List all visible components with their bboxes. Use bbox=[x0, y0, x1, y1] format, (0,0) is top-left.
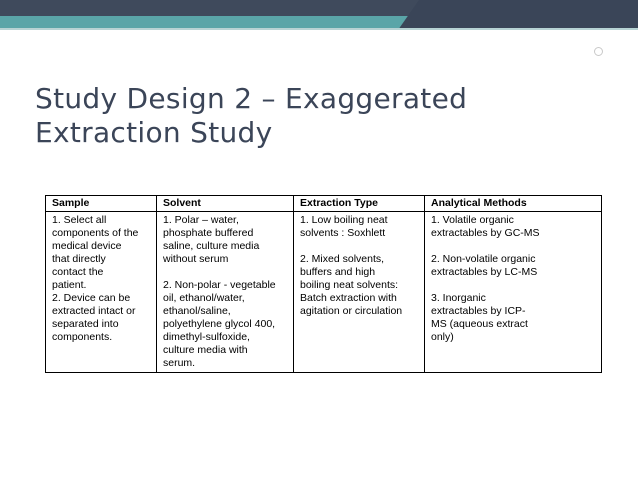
cell-text: agitation or circulation bbox=[300, 305, 403, 317]
slide-title-line: Extraction Study bbox=[35, 116, 273, 149]
header-sample: Sample bbox=[46, 196, 157, 212]
table-row bbox=[46, 212, 602, 373]
study-design-table bbox=[45, 195, 602, 373]
cell-text: patient. bbox=[52, 279, 87, 291]
cell-text: oil, ethanol/water, bbox=[163, 292, 245, 304]
cell-text: dimethyl-sulfoxide, bbox=[163, 331, 250, 343]
cell-text: 1. Low boiling neat bbox=[300, 214, 388, 226]
cell-text: ethanol/saline, bbox=[163, 305, 231, 317]
header-band-accent bbox=[398, 0, 638, 30]
cell-text: MS (aqueous extract bbox=[431, 318, 528, 330]
cell-sample bbox=[46, 212, 157, 373]
cell-text: that directly bbox=[52, 253, 106, 265]
cell-text: 2. Non-polar - vegetable bbox=[163, 279, 276, 291]
cell-text: medical device bbox=[52, 240, 122, 252]
cell-text: 1. Polar – water, bbox=[163, 214, 239, 226]
cell-text: Batch extraction with bbox=[300, 292, 397, 304]
header-band-line bbox=[0, 28, 638, 30]
cell-text: solvents : Soxhlett bbox=[300, 227, 386, 239]
cell-text: separated into bbox=[52, 318, 119, 330]
cell-solvent bbox=[157, 212, 294, 373]
header-analytical-methods: Analytical Methods bbox=[425, 196, 602, 212]
cell-text: only) bbox=[431, 331, 454, 343]
cell-text: buffers and high bbox=[300, 266, 376, 278]
cell-text: extracted intact or bbox=[52, 305, 136, 317]
cell-extraction-type bbox=[294, 212, 425, 373]
cell-text: saline, culture media bbox=[163, 240, 260, 252]
cell-text: phosphate buffered bbox=[163, 227, 254, 239]
cell-text: components. bbox=[52, 331, 113, 343]
cell-text: 1. Volatile organic bbox=[431, 214, 514, 226]
header-extraction-type: Extraction Type bbox=[294, 196, 425, 212]
cell-text: 2. Device can be bbox=[52, 292, 131, 304]
cell-text: contact the bbox=[52, 266, 104, 278]
cell-text: 2. Non-volatile organic bbox=[431, 253, 536, 265]
cell-text: 1. Select all bbox=[52, 214, 107, 226]
cell-text: extractables by GC-MS bbox=[431, 227, 540, 239]
slide-title-line: Study Design 2 – Exaggerated bbox=[35, 82, 468, 115]
cell-spacer bbox=[431, 240, 597, 253]
cell-spacer bbox=[300, 240, 420, 253]
cell-analytical-methods bbox=[425, 212, 602, 373]
cell-text: without serum bbox=[163, 253, 229, 265]
cell-spacer bbox=[163, 266, 289, 279]
cell-text: components of the bbox=[52, 227, 139, 239]
cell-text: polyethylene glycol 400, bbox=[163, 318, 276, 330]
cell-spacer bbox=[431, 279, 597, 292]
decorative-circle-icon bbox=[594, 47, 603, 56]
cell-text: 2. Mixed solvents, bbox=[300, 253, 385, 265]
cell-text: culture media with bbox=[163, 344, 248, 356]
table-header-row bbox=[46, 196, 602, 212]
cell-text: 3. Inorganic bbox=[431, 292, 486, 304]
cell-text: boiling neat solvents: bbox=[300, 279, 399, 291]
cell-text: extractables by LC-MS bbox=[431, 266, 538, 278]
slide-title bbox=[35, 82, 595, 150]
cell-text: serum. bbox=[163, 357, 196, 369]
header-solvent: Solvent bbox=[157, 196, 294, 212]
cell-text: extractables by ICP- bbox=[431, 305, 526, 317]
